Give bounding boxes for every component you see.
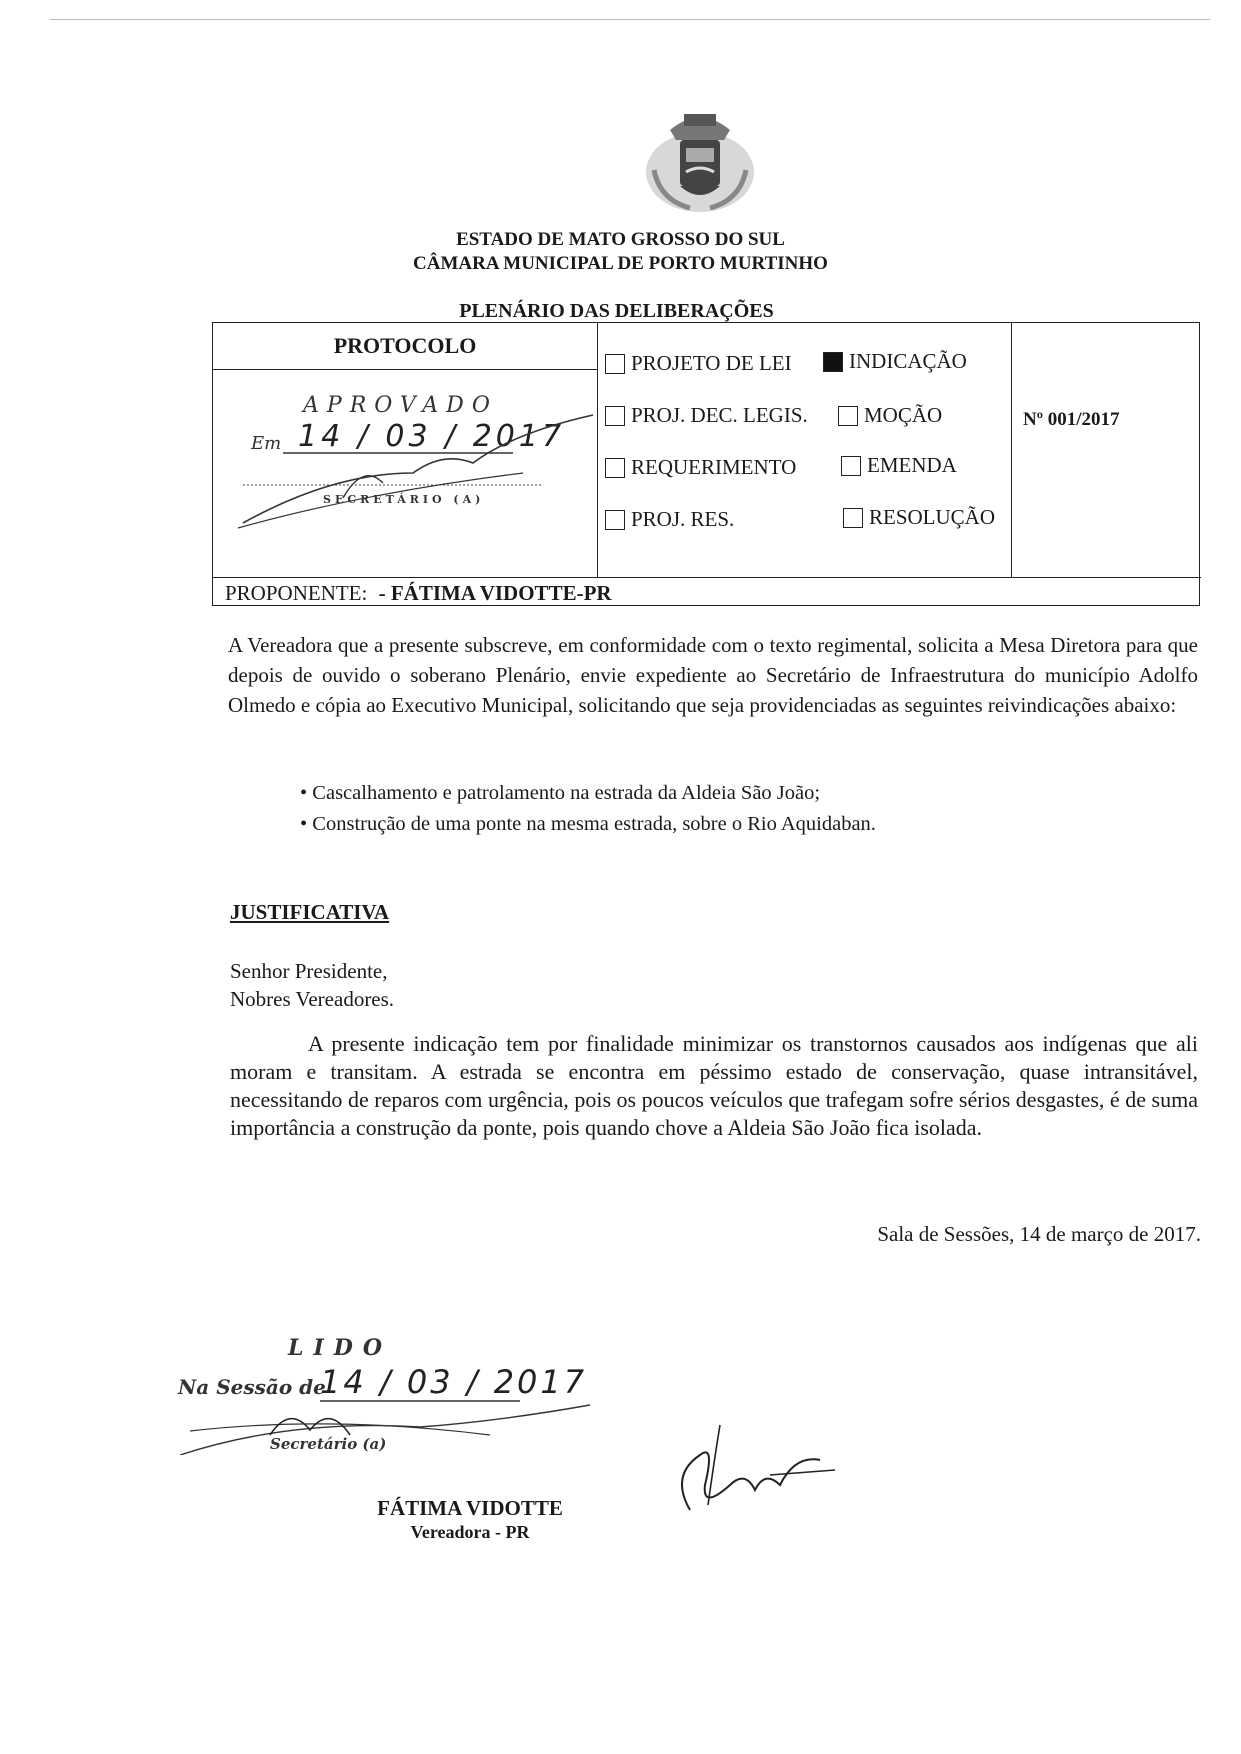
approved-stamp-em: Em [251, 433, 282, 454]
plenary-heading: PLENÁRIO DAS DELIBERAÇÕES [459, 300, 774, 322]
coat-of-arms-icon [640, 100, 760, 220]
signatory-name: FÁTIMA VIDOTTE [377, 1496, 563, 1520]
checkbox-icon [838, 406, 858, 426]
read-stamp-session: Na Sessão de [178, 1375, 326, 1399]
approved-stamp-secretary: SECRETÁRIO (A) [323, 493, 485, 506]
document-number: Nº 001/2017 [1023, 409, 1120, 430]
proponent-name: - FÁTIMA VIDOTTE-PR [378, 581, 612, 605]
checkbox-icon [605, 406, 625, 426]
requests-list [300, 778, 876, 840]
proponent-label: PROPONENTE: [225, 581, 368, 605]
justification-title: JUSTIFICATIVA [230, 900, 390, 924]
type-checkbox-requerimento: REQUERIMENTO [605, 455, 796, 480]
type-checkbox-emenda: EMENDA [841, 453, 957, 478]
read-stamp-word: LIDO [288, 1335, 393, 1361]
list-item: • Construção de uma ponte na mesma estrada, sobre o Rio Aquidaban. [300, 813, 876, 835]
salutation: Senhor Presidente, Nobres Vereadores. [230, 959, 395, 1011]
proponent-line [225, 581, 612, 606]
checkbox-icon [843, 508, 863, 528]
state-heading: ESTADO DE MATO GROSSO DO SUL [456, 229, 785, 250]
approved-stamp-word: APROVADO [303, 393, 498, 418]
checkbox-icon [605, 354, 625, 374]
type-checkbox-proj-dec-legis: PROJ. DEC. LEGIS. [605, 403, 808, 428]
type-checkbox-proj-res: PROJ. RES. [605, 507, 734, 532]
type-checkbox-projeto-de-lei: PROJETO DE LEI [605, 351, 792, 376]
read-stamp-secretary: Secretário (a) [270, 1435, 387, 1453]
table-divider [597, 323, 598, 577]
table-divider [213, 577, 1201, 578]
type-checkbox-mocao: MOÇÃO [838, 403, 942, 428]
approved-stamp-lines [213, 323, 597, 577]
checkbox-checked-icon [823, 352, 843, 372]
top-scan-line [50, 19, 1210, 20]
table-divider [1011, 323, 1012, 577]
justification-paragraph: A presente indicação tem por finalidade minimizar os transtornos causados aos indígenas que ali moram e transitam. A estrada se encontra em péssimo estado de conservação, quase intransitável, necessitando de reparos com urgência, pois os poucos veículos que trafegam sofre sérios desgastes, é de suma importância a construção da ponte, pois quando chove a Aldeia São João fica isolada. [230, 1031, 1198, 1140]
type-checkbox-indicacao: INDICAÇÃO [823, 349, 967, 374]
chamber-heading: CÂMARA MUNICIPAL DE PORTO MURTINHO [413, 253, 828, 274]
protocol-title: PROTOCOLO [333, 333, 477, 358]
approved-stamp-date: 14 / 03 / 2017 [298, 419, 566, 454]
type-checkbox-resolucao: RESOLUÇÃO [843, 505, 995, 530]
checkbox-icon [605, 510, 625, 530]
checkbox-icon [841, 456, 861, 476]
read-stamp [170, 1335, 610, 1455]
read-stamp-date: 14 / 03 / 2017 [320, 1363, 588, 1401]
session-date-line: Sala de Sessões, 14 de março de 2017. [877, 1222, 1201, 1246]
read-stamp-lines [170, 1335, 610, 1455]
intro-paragraph: A Vereadora que a presente subscreve, em conformidade com o texto regimental, solicita a Mesa Diretora para que depois de ouvido o soberano Plenário, envie expediente ao Secretário de Infraestrutura do município Adolfo Olmedo e cópia ao Executivo Municipal, solicitando que seja providenciadas as seguintes reivindicações abaixo: [228, 633, 1198, 717]
checkbox-icon [605, 458, 625, 478]
list-item: • Cascalhamento e patrolamento na estrada da Aldeia São João; [300, 782, 821, 804]
signatory-role: Vereadora - PR [410, 1522, 530, 1542]
protocol-table [212, 322, 1200, 606]
